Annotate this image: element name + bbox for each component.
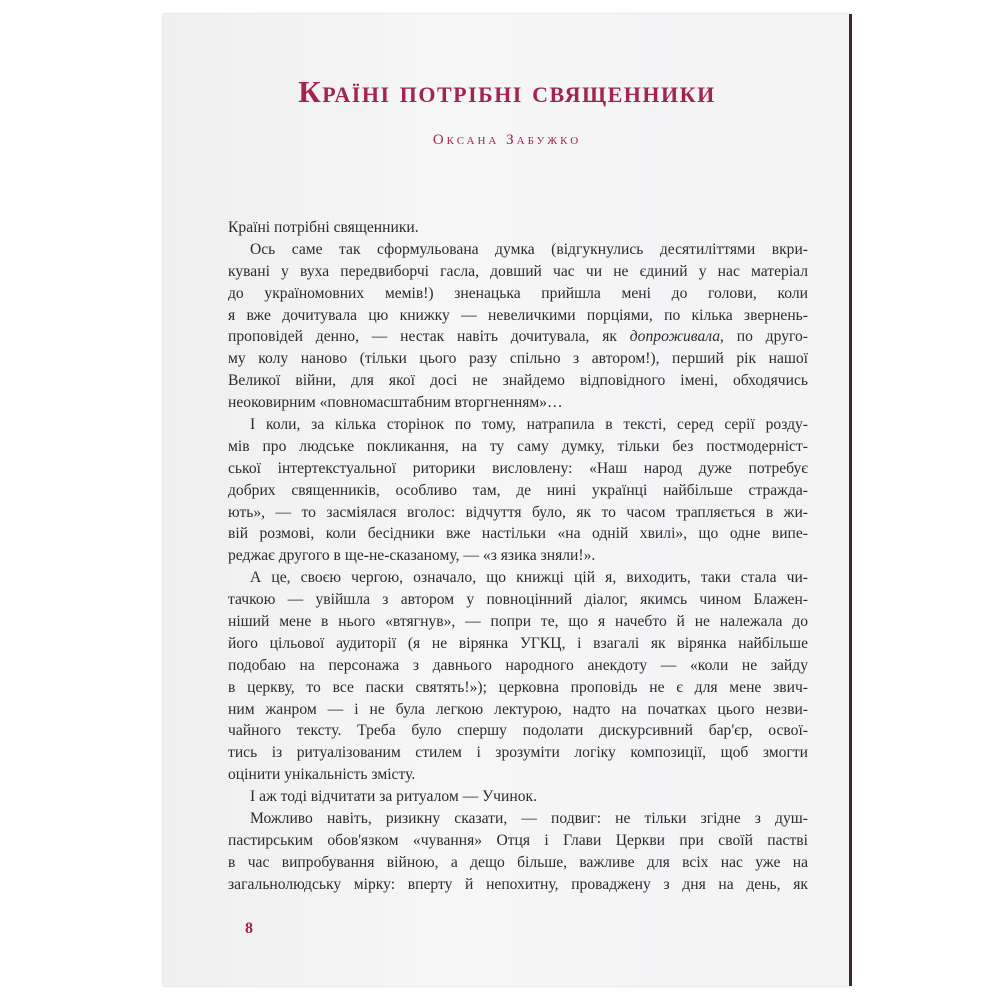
text-line: І коли, за кілька сторінок по тому, натрапила в тексті, серед серії розду- <box>250 416 808 434</box>
text-line: Великої війни, для якої досі не знайдемо відповідного імені, обходячись <box>228 372 808 390</box>
text-line: мів про людське покликання, на ту саму думку, тільки без постмодерніст- <box>228 437 808 455</box>
text-line: Ось саме так сформульована думка (відгукнулись десятиліттями вкри- <box>250 240 808 258</box>
text-line: я вже дочитувала цю книжку — невеличкими порціями, по кілька звернень- <box>228 306 808 324</box>
text-line: в церкву, то все паски святять!»); церковна проповідь не є для мене звич- <box>228 678 808 696</box>
chapter-title: Країні потрібні священники <box>298 74 716 109</box>
text-line: ним жанром — і не була легкою лектурою, надто на початках цього незви- <box>228 700 808 718</box>
text-line <box>228 326 808 348</box>
text-line: чайного тексту. Треба було спершу подолати дискурсивний бар'єр, освої- <box>228 722 808 740</box>
text-line: неоковирним «повномасштабним вторгненням»… <box>228 394 563 412</box>
text-line: в час випробування війною, а дещо більше, важливе для всіх нас уже на <box>228 853 808 871</box>
text-line: його цільової аудиторії (я не вірянка УГКЦ, і взагалі як вірянка найбільше <box>228 634 808 652</box>
text-line: кувані у вуха передвиборчі гасла, довший час чи не єдиний у нас матеріал <box>228 262 808 280</box>
text-line: оцінити унікальність змісту. <box>228 766 416 784</box>
text-line: пастирським обов'язком «чування» Отця і Глави Церкви при своїй пастві <box>228 831 808 849</box>
text-segment: , по друго- <box>720 328 808 346</box>
text-line: тачкою — увійшла з автором у повноцінний діалог, якимсь чином Блажен- <box>228 591 808 609</box>
text-line: подобаю на персонажа з давнього народного анекдоту — «коли не зайду <box>228 656 808 674</box>
italic-text: допроживала <box>629 328 721 346</box>
text-line: реджає другого в ще-не-сказаному, — «з язика зняли!». <box>228 547 596 565</box>
book-page <box>163 14 851 986</box>
text-line: загальнолюдську мірку: вперту й непохитну, проваджену з дня на день, як <box>228 875 808 893</box>
text-line: тись із ритуалізованим стилем і зрозуміти логіку композиції, щоб змогти <box>228 744 808 762</box>
text-line: А це, своєю чергою, означало, що книжці цій я, виходить, таки стала чи- <box>250 569 808 587</box>
chapter-author: Оксана Забужко <box>432 132 582 148</box>
text-line: ють», — то засміялася вголос: відчуття було, як то часом трапляється в жи- <box>228 503 808 521</box>
text-line: до україномовних мемів!) зненацька прийшла мені до голови, коли <box>228 284 808 302</box>
text-line: Можливо навіть, ризикну сказати, — подвиг: не тільки згідне з душ- <box>250 810 808 828</box>
text-line: І аж тоді відчитати за ритуалом — Учинок. <box>250 788 537 806</box>
text-line: ніший мене в нього «втягнув», — попри те, що я начебто й не належала до <box>228 613 808 631</box>
page-edge <box>849 14 852 986</box>
text-line: вій розмові, коли бесідники вже настільки «на одній хвилі», що одне випе- <box>228 525 808 543</box>
text-line: му колу наново (тільки цього разу спільно з автором!), перший рік нашої <box>228 350 808 368</box>
text-line: ської інтертекстуальної риторики висловлену: «Наш народ дуже потребує <box>228 459 808 477</box>
text-line: добрих священників, особливо там, де нині українці найбільше стражда- <box>228 481 808 499</box>
text-segment: проповідей денно, — нестак навіть дочитувала, як <box>228 328 630 346</box>
body-text <box>228 217 808 896</box>
page-number: 8 <box>245 920 253 937</box>
text-line: Країні потрібні священники. <box>228 219 419 236</box>
